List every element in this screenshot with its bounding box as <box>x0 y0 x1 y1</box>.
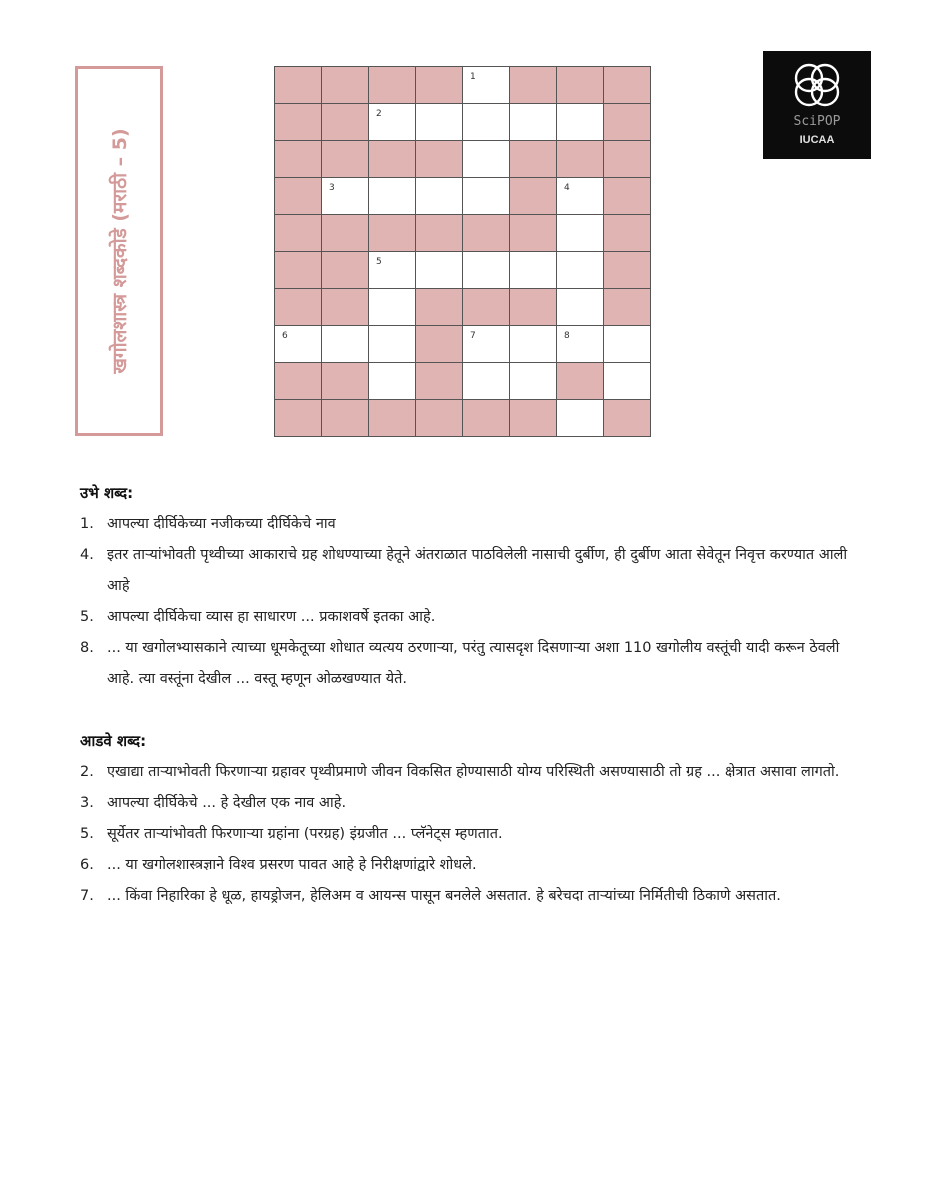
answer-cell[interactable] <box>275 326 322 363</box>
answer-cell[interactable] <box>463 104 510 141</box>
blocked-cell <box>275 215 322 252</box>
answer-cell[interactable] <box>557 215 604 252</box>
blocked-cell <box>416 141 463 178</box>
answer-cell[interactable] <box>557 178 604 215</box>
blocked-cell <box>275 178 322 215</box>
blocked-cell <box>369 141 416 178</box>
blocked-cell <box>275 252 322 289</box>
blocked-cell <box>416 215 463 252</box>
clue-item <box>80 881 870 912</box>
clue-item <box>80 850 870 881</box>
blocked-cell <box>416 289 463 326</box>
answer-cell[interactable] <box>557 104 604 141</box>
clue-item-text: आपल्या दीर्घिकेचे ... हे देखील एक नाव आहे. <box>107 795 347 811</box>
answer-cell[interactable] <box>369 363 416 400</box>
blocked-cell <box>463 289 510 326</box>
blocked-cell <box>322 363 369 400</box>
answer-cell[interactable] <box>322 326 369 363</box>
answer-cell[interactable] <box>416 104 463 141</box>
down-clues <box>80 483 870 695</box>
clue-number: 6 <box>282 331 288 341</box>
blocked-cell <box>510 215 557 252</box>
clue-item-number: 3. <box>80 795 94 811</box>
down-clue-list <box>80 509 870 695</box>
clue-item-text: आपल्या दीर्घिकेच्या नजीकच्या दीर्घिकेचे नाव <box>107 516 336 532</box>
blocked-cell <box>510 141 557 178</box>
clue-item-text: ... या खगोलशास्त्रज्ञाने विश्व प्रसरण पावत आहे हे निरीक्षणांद्वारे शोधले. <box>107 857 477 873</box>
clue-item <box>80 757 870 788</box>
answer-cell[interactable] <box>369 289 416 326</box>
blocked-cell <box>416 400 463 437</box>
answer-cell[interactable] <box>463 363 510 400</box>
answer-cell[interactable] <box>463 67 510 104</box>
across-clue-list <box>80 757 870 912</box>
blocked-cell <box>510 178 557 215</box>
clue-number: 2 <box>376 109 382 119</box>
clue-item-number: 6. <box>80 857 94 873</box>
answer-cell[interactable] <box>557 326 604 363</box>
blocked-cell <box>557 363 604 400</box>
blocked-cell <box>322 215 369 252</box>
logo-org: IUCAA <box>799 134 835 146</box>
answer-cell[interactable] <box>510 252 557 289</box>
answer-cell[interactable] <box>604 363 651 400</box>
clue-item <box>80 633 870 695</box>
blocked-cell <box>604 67 651 104</box>
answer-cell[interactable] <box>557 400 604 437</box>
blocked-cell <box>557 67 604 104</box>
clue-item-number: 7. <box>80 888 94 904</box>
blocked-cell <box>463 215 510 252</box>
answer-cell[interactable] <box>510 104 557 141</box>
blocked-cell <box>369 215 416 252</box>
scipop-logo <box>763 51 871 159</box>
clue-number: 7 <box>470 331 476 341</box>
answer-cell[interactable] <box>463 178 510 215</box>
logo-knot-icon <box>789 61 845 111</box>
answer-cell[interactable] <box>557 252 604 289</box>
blocked-cell <box>275 363 322 400</box>
clue-number: 4 <box>564 183 570 193</box>
blocked-cell <box>604 215 651 252</box>
answer-cell[interactable] <box>322 178 369 215</box>
clue-number: 1 <box>470 72 476 82</box>
answer-cell[interactable] <box>604 326 651 363</box>
answer-cell[interactable] <box>369 252 416 289</box>
clue-item <box>80 819 870 850</box>
clue-number: 3 <box>329 183 335 193</box>
answer-cell[interactable] <box>463 252 510 289</box>
clue-item-text: ... या खगोलभ्यासकाने त्याच्या धूमकेतूच्या शोधात व्यत्यय ठरणाऱ्या, परंतु त्यासदृश दिसणाऱ्या अशा 110 खगोलीय वस्तूंची यादी करून ठेवली आहे. त्या वस्तूंना देखील ... वस्तू म्हणून ओळखण्यात येते. <box>107 640 840 687</box>
worksheet-title: खगोलशास्त्र शब्दकोडे (मराठी – 5) <box>109 128 131 374</box>
across-clues <box>80 731 870 912</box>
blocked-cell <box>557 141 604 178</box>
crossword-grid <box>274 66 651 437</box>
blocked-cell <box>275 67 322 104</box>
blocked-cell <box>322 104 369 141</box>
side-title-box <box>75 66 163 436</box>
blocked-cell <box>510 400 557 437</box>
clue-number: 5 <box>376 257 382 267</box>
clue-item-number: 8. <box>80 640 94 656</box>
clue-item-number: 5. <box>80 826 94 842</box>
answer-cell[interactable] <box>510 363 557 400</box>
clue-item-number: 1. <box>80 516 94 532</box>
blocked-cell <box>604 141 651 178</box>
down-heading: उभे शब्द: <box>80 484 134 502</box>
blocked-cell <box>275 289 322 326</box>
clue-item-number: 2. <box>80 764 94 780</box>
across-heading: आडवे शब्द: <box>80 732 147 750</box>
blocked-cell <box>322 141 369 178</box>
clue-item-text: इतर ताऱ्यांभोवती पृथ्वीच्या आकाराचे ग्रह शोधण्याच्या हेतूने अंतराळात पाठविलेली नासाची दुर्बीण, ही दुर्बीण आता सेवेतून निवृत्त करण्यात आली आहे <box>107 547 848 594</box>
answer-cell[interactable] <box>416 252 463 289</box>
clue-item <box>80 540 870 602</box>
blocked-cell <box>510 67 557 104</box>
blocked-cell <box>604 289 651 326</box>
blocked-cell <box>275 104 322 141</box>
blocked-cell <box>604 400 651 437</box>
answer-cell[interactable] <box>463 141 510 178</box>
answer-cell[interactable] <box>463 326 510 363</box>
clue-item-number: 5. <box>80 609 94 625</box>
blocked-cell <box>416 326 463 363</box>
answer-cell[interactable] <box>369 104 416 141</box>
blocked-cell <box>275 400 322 437</box>
blocked-cell <box>604 178 651 215</box>
clue-number: 8 <box>564 331 570 341</box>
blocked-cell <box>604 252 651 289</box>
blocked-cell <box>604 104 651 141</box>
answer-cell[interactable] <box>416 178 463 215</box>
blocked-cell <box>275 141 322 178</box>
clue-item-text: ... किंवा निहारिका हे धूळ, हायड्रोजन, हेलिअम व आयन्स पासून बनलेले असतात. हे बरेचदा ताऱ्यांच्या निर्मितीची ठिकाणे असतात. <box>107 888 781 904</box>
blocked-cell <box>463 400 510 437</box>
blocked-cell <box>322 67 369 104</box>
blocked-cell <box>322 400 369 437</box>
clue-item <box>80 509 870 540</box>
blocked-cell <box>322 289 369 326</box>
answer-cell[interactable] <box>557 289 604 326</box>
clue-item-number: 4. <box>80 547 94 563</box>
answer-cell[interactable] <box>510 326 557 363</box>
clue-item <box>80 788 870 819</box>
blocked-cell <box>510 289 557 326</box>
blocked-cell <box>416 363 463 400</box>
clue-item-text: आपल्या दीर्घिकेचा व्यास हा साधारण ... प्रकाशवर्षे इतका आहे. <box>107 609 436 625</box>
blocked-cell <box>369 67 416 104</box>
clue-item-text: सूर्येतर ताऱ्यांभोवती फिरणाऱ्या ग्रहांना (परग्रह) इंग्रजीत ... प्लॅनेट्स म्हणतात. <box>107 826 503 842</box>
blocked-cell <box>416 67 463 104</box>
logo-name: SciPOP <box>793 114 841 129</box>
clue-item-text: एखाद्या ताऱ्याभोवती फिरणाऱ्या ग्रहावर पृथ्वीप्रमाणे जीवन विकसित होण्यासाठी योग्य परिस्थिती असण्यासाठी तो ग्रह ... क्षेत्रात असावा लागतो. <box>107 764 840 780</box>
clue-item <box>80 602 870 633</box>
blocked-cell <box>369 400 416 437</box>
answer-cell[interactable] <box>369 326 416 363</box>
answer-cell[interactable] <box>369 178 416 215</box>
blocked-cell <box>322 252 369 289</box>
